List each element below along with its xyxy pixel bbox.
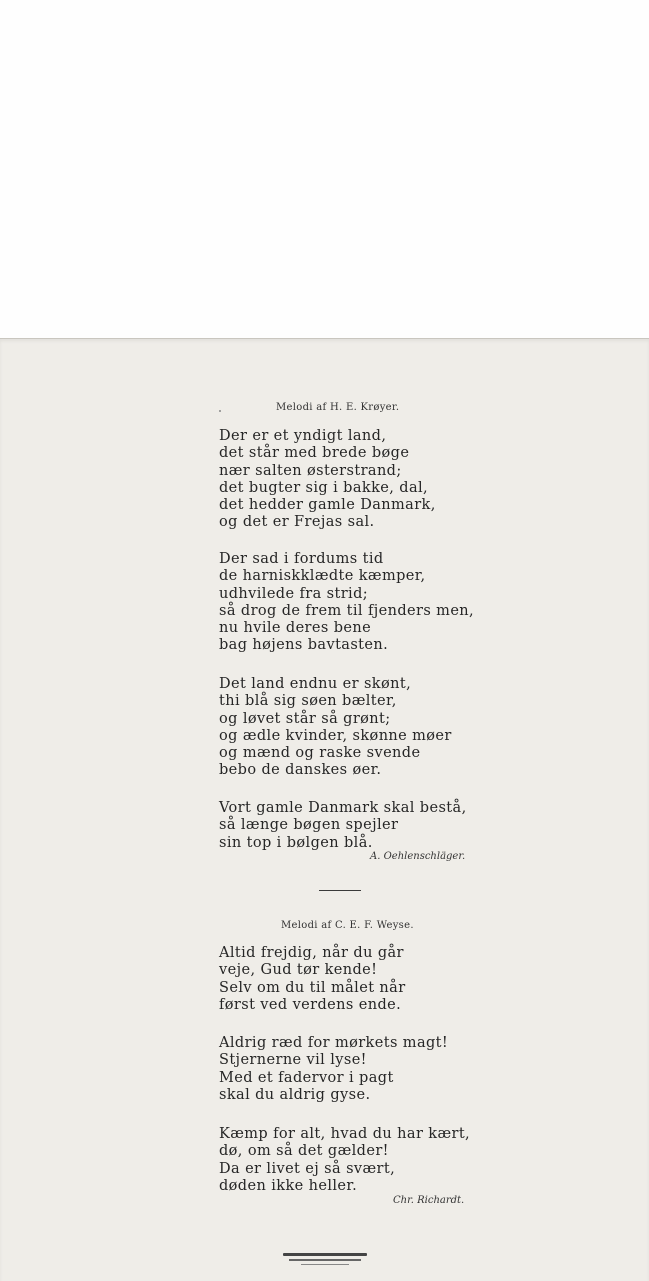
song1-melody-credit: Melodi af H. E. Krøyer. <box>276 402 400 413</box>
verse-line: det bugter sig i bakke, dal, <box>219 479 429 496</box>
verse-line: nær salten østerstrand; <box>219 462 402 479</box>
song1-stanza-2 <box>219 551 474 655</box>
verse-line: Da er livet ej så svært, <box>219 1160 396 1177</box>
verse-line: Det land endnu er skønt, <box>219 676 412 692</box>
verse-line: Vort gamle Danmark skal bestå, <box>219 800 467 816</box>
speck-mark <box>219 410 221 412</box>
song1-stanza-3 <box>219 676 452 780</box>
verse-line: og mænd og raske svende <box>219 745 421 762</box>
verse-line: de harniskklædte kæmper, <box>219 568 426 585</box>
verse-line: og løvet står så grønt; <box>219 710 391 727</box>
verse-line: udhvilede fra strid; <box>219 585 369 602</box>
song1-author: A. Oehlenschläger. <box>370 851 466 862</box>
ornament-bar <box>289 1259 361 1261</box>
song1-stanza-1 <box>219 428 436 532</box>
verse-line: sin top i bølgen blå. <box>219 834 373 851</box>
blank-cover-sheet <box>0 0 649 338</box>
verse-line: Kæmp for alt, hvad du har kært, <box>219 1126 471 1142</box>
verse-line: og det er Frejas sal. <box>219 514 375 531</box>
song2-melody-credit: Melodi af C. E. F. Weyse. <box>281 920 414 931</box>
verse-line: Der sad i fordums tid <box>219 551 384 567</box>
verse-line: og ædle kvinder, skønne møer <box>219 727 452 744</box>
verse-line: først ved verdens ende. <box>219 996 402 1013</box>
end-ornament <box>283 1253 367 1267</box>
verse-line: dø, om så det gælder! <box>219 1143 389 1160</box>
verse-line: døden ikke heller. <box>219 1177 358 1194</box>
verse-line: Aldrig ræd for mørkets magt! <box>219 1035 449 1051</box>
verse-line: skal du aldrig gyse. <box>219 1086 371 1103</box>
verse-line: Med et fadervor i pagt <box>219 1069 394 1086</box>
verse-line: Selv om du til målet når <box>219 979 406 996</box>
verse-line: Stjernerne vil lyse! <box>219 1052 367 1069</box>
verse-line: Der er et yndigt land, <box>219 428 387 444</box>
verse-line: så længe bøgen spejler <box>219 817 399 834</box>
verse-line: veje, Gud tør kende! <box>219 962 378 979</box>
section-divider <box>319 890 361 891</box>
verse-line: så drog de frem til fjenders men, <box>219 602 475 619</box>
ornament-bar <box>301 1264 349 1265</box>
song2-stanza-1 <box>219 945 406 1014</box>
verse-line: bag højens bavtasten. <box>219 637 389 654</box>
verse-line: nu hvile deres bene <box>219 620 372 637</box>
ornament-bar <box>283 1253 367 1256</box>
song2-author: Chr. Richardt. <box>393 1195 465 1206</box>
verse-line: bebo de danskes øer. <box>219 762 382 779</box>
song2-stanza-3 <box>219 1126 470 1195</box>
verse-line: det står med brede bøge <box>219 445 410 462</box>
song1-stanza-4 <box>219 800 467 852</box>
verse-line: Altid frejdig, når du går <box>219 945 404 961</box>
verse-line: thi blå sig søen bælter, <box>219 693 397 710</box>
verse-line: det hedder gamle Danmark, <box>219 497 436 514</box>
song2-stanza-2 <box>219 1035 448 1104</box>
